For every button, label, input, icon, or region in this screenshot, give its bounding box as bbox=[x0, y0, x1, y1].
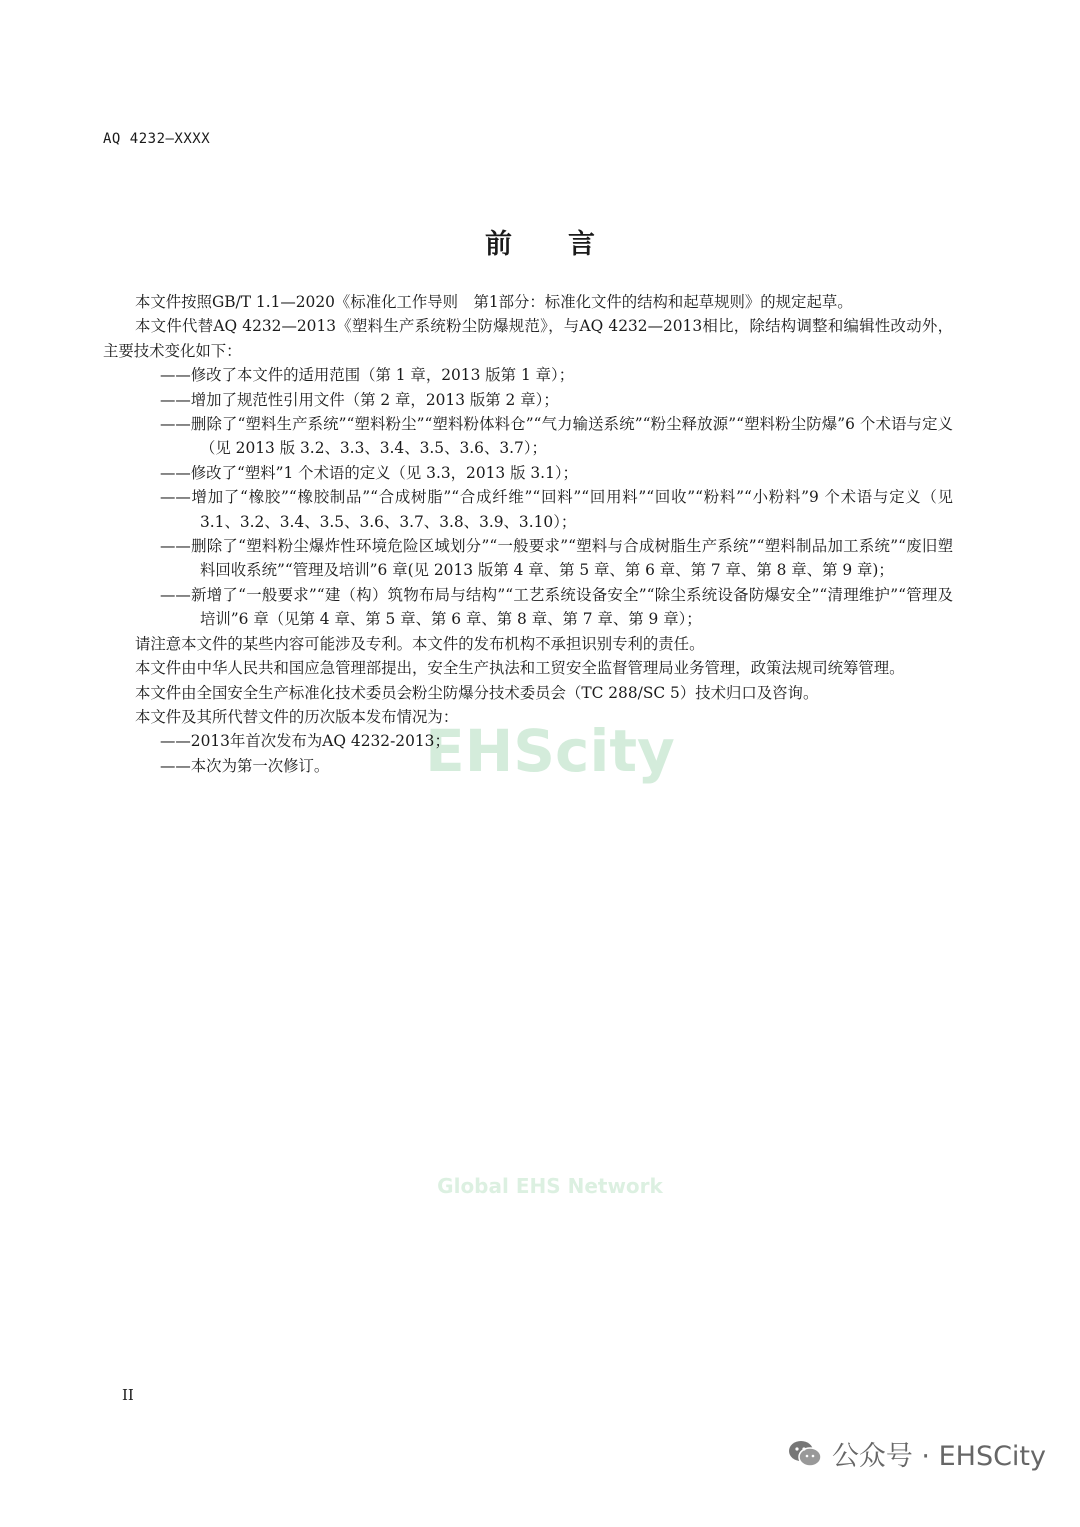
paragraph-patent: 请注意本文件的某些内容可能涉及专利。本文件的发布机构不承担识别专利的责任。 bbox=[135, 634, 705, 653]
change-item: ——删除了“塑料粉尘爆炸性环境危险区域划分”“一般要求”“塑料与合成树脂生产系统”“塑料制品加工系统”“废旧塑料回收系统”“管理及培训”6 章(见 2013 版第 4 章、第 5 章、第 6 章、第 7 章、第 8 章、第 9 章)； bbox=[160, 537, 953, 580]
wechat-icon bbox=[788, 1439, 822, 1469]
page-title: 前言 bbox=[485, 229, 651, 260]
change-item: ——增加了“橡胶”“橡胶制品”“合成树脂”“合成纤维”“回料”“回用料”“回收”“粉料”“小粉料”9 个术语与定义（见 3.1、3.2、3.4、3.5、3.6、3.7、3.8、3.9、3.10）； bbox=[160, 488, 953, 531]
paragraph-proposer: 本文件由中华人民共和国应急管理部提出，安全生产执法和工贸安全监督管理局业务管理，政策法规司统筹管理。 bbox=[135, 659, 905, 678]
change-item: ——修改了“塑料”1 个术语的定义（见 3.3，2013 版 3.1）； bbox=[160, 463, 578, 482]
paragraph-replacement: 本文件代替AQ 4232—2013《塑料生产系统粉尘防爆规范》，与AQ 4232—2013相比，除结构调整和编辑性改动外，主要技术变化如下： bbox=[103, 317, 953, 360]
change-item: ——删除了“塑料生产系统”“塑料粉尘”“塑料粉体料仓”“气力输送系统”“粉尘释放源”“塑料粉尘防爆”6 个术语与定义（见 2013 版 3.2、3.3、3.4、3.5、3.6、3.7）； bbox=[160, 415, 953, 458]
history-item: ——本次为第一次修订。 bbox=[160, 756, 330, 775]
footer-brand-text: 公众号 · EHSCity bbox=[831, 1441, 1046, 1472]
paragraph-drafting-rules: 本文件按照GB/T 1.1—2020《标准化工作导则 第1部分：标准化文件的结构和起草规则》的规定起草。 bbox=[135, 293, 853, 311]
footer-brand bbox=[788, 1434, 1046, 1473]
change-item: ——修改了本文件的适用范围（第 1 章，2013 版第 1 章）； bbox=[160, 366, 575, 385]
foreword-body bbox=[103, 290, 953, 785]
paragraph-committee: 本文件由全国安全生产标准化技术委员会粉尘防爆分技术委员会（TC 288/SC 5）技术归口及咨询。 bbox=[135, 683, 819, 702]
page-number: II bbox=[122, 1386, 134, 1404]
history-item: ——2013年首次发布为AQ 4232-2013； bbox=[160, 732, 450, 751]
document-code: AQ 4232—XXXX bbox=[103, 131, 211, 147]
watermark-logo: EHScity bbox=[425, 717, 675, 785]
watermark-subtitle: Global EHS Network bbox=[437, 1174, 663, 1198]
paragraph-history-intro: 本文件及其所代替文件的历次版本发布情况为： bbox=[135, 707, 459, 726]
change-item: ——增加了规范性引用文件（第 2 章，2013 版第 2 章）； bbox=[160, 390, 559, 409]
change-item: ——新增了“一般要求”“建（构）筑物布局与结构”“工艺系统设备安全”“除尘系统设备防爆安全”“清理维护”“管理及培训”6 章（见第 4 章、第 5 章、第 6 章、第 8 章、第 7 章、第 9 章）； bbox=[160, 585, 953, 629]
